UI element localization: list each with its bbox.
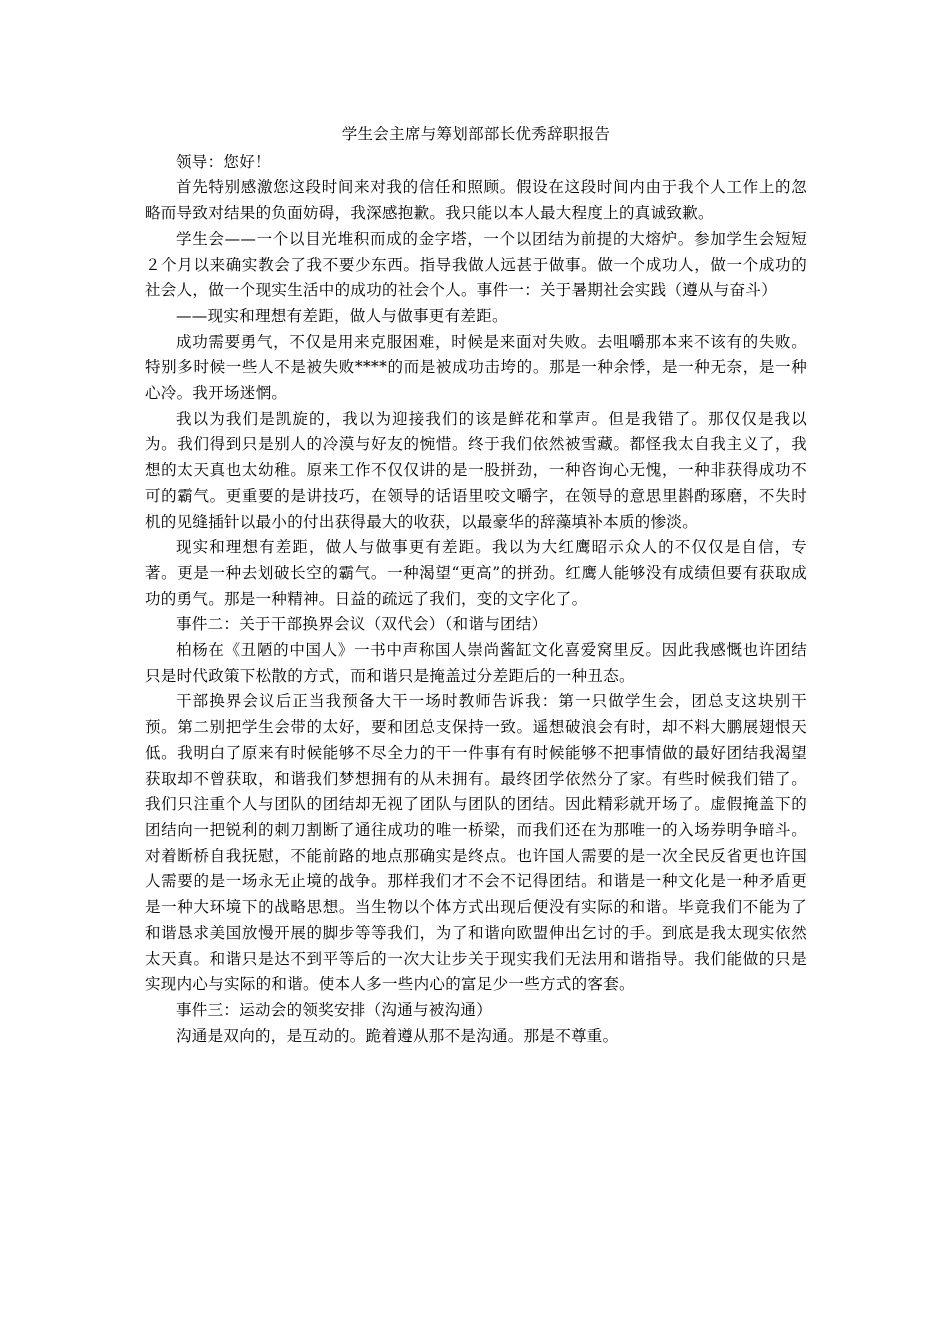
body-paragraph: 现实和理想有差距，做人与做事更有差距。我以为大红鹰昭示众人的不仅仅是自信，专著。更是一种去划破长空的霸气。一种渴望“更高”的拼劲。红鹰人能够没有成绩但要有获取成功的勇气。那是一种精神。日益的疏远了我们，变的文字化了。: [145, 538, 807, 608]
body-paragraph: 我以为我们是凯旋的，我以为迎接我们的该是鲜花和掌声。但是我错了。那仅仅是我以为。我们得到只是别人的冷漠与好友的惋惜。终于我们依然被雪藏。都怪我太自我主义了，我想的太天真也太幼稚。原来工作不仅仅讲的是一股拼劲，一种咨询心无愧，一种非获得成功不可的霸气。更重要的是讲技巧，在领导的话语里咬文嚼字，在领导的意思里斟酌琢磨，不失时机的见缝插针以最小的付出获得最大的收获，以最豪华的辞藻填补本质的惨淡。: [145, 409, 807, 531]
body-paragraph: 学生会——一个以目光堆积而成的金字塔，一个以团结为前提的大熔炉。参加学生会短短２个月以来确实教会了我不要少东西。指导我做人远甚于做事。做一个成功人，做一个成功的社会人，做一个现实生活中的成功的社会个人。事件一：关于暑期社会实践（遵从与奋斗）: [145, 229, 807, 300]
section-heading-event-three: 事件三：运动会的领奖安排（沟通与被沟通）: [176, 1000, 493, 1019]
body-paragraph: 成功需要勇气，不仅是用来克服困难，时候是来面对失败。去咀嚼那本来不该有的失败。特别多时候一些人不是被失败****的而是被成功击垮的。那是一种余悸，是一种无奈，是一种心冷。我开场迷惘。: [145, 332, 807, 403]
body-paragraph: 首先特别感激您这段时间来对我的信任和照顾。假设在这段时间内由于我个人工作上的忽略而导致对结果的负面妨碍，我深感抱歉。我只能以本人最大程度上的真诚致歉。: [145, 178, 807, 223]
section-heading-event-two: 事件二：关于干部换界会议（双代会）（和谐与团结）: [176, 615, 548, 634]
greeting-paragraph: 领导：您好！: [176, 152, 271, 171]
body-paragraph: ——现实和理想有差距，做人与做事更有差距。: [176, 306, 508, 325]
document-title: 学生会主席与筹划部部长优秀辞职报告: [341, 125, 611, 143]
document-page: [145, 122, 807, 1049]
body-paragraph: 干部换界会议后正当我预备大干一场时教师告诉我：第一只做学生会，团总支这块别干预。第二别把学生会带的太好，要和团总支保持一致。遥想破浪会有时，却不料大鹏展翅恨天低。我明白了原来有时候能够不尽全力的干一件事有有时候能够不把事情做的最好团结我渴望获取却不曾获取，和谐我们梦想拥有的从未拥有。最终团学依然分了家。有些时候我们错了。我们只注重个人与团队的团结却无视了团队与团队的团结。因此精彩就开场了。虚假掩盖下的团结向一把锐利的刺刀割断了通往成功的唯一桥梁，而我们还在为那唯一的入场券明争暗斗。对着断桥自我抚慰，不能前路的地点那确实是终点。也许国人需要的是一次全民反省更也许国人需要的是一场永无止境的战争。那样我们才不会不记得团结。和谐是一种文化是一种矛盾更是一种大环境下的战略思想。当生物以个体方式出现后便没有实际的和谐。毕竟我们不能为了和谐恳求美国放慢开展的脚步等等我们，为了和谐向欧盟伸出乞讨的手。到底是我太现实依然太天真。和谐只是达不到平等后的一次大让步关于现实我们无法用和谐指导。我们能做的只是实现内心与实际的和谐。使本人多一些内心的富足少一些方式的客套。: [145, 692, 807, 994]
body-paragraph: 沟通是双向的，是互动的。跪着遵从那不是沟通。那是不尊重。: [176, 1026, 619, 1045]
body-paragraph: 柏杨在《丑陋的中国人》一书中声称国人崇尚酱缸文化喜爱窝里反。因此我感慨也许团结只是时代政策下松散的方式，而和谐只是掩盖过分差距后的一种丑态。: [145, 641, 807, 685]
